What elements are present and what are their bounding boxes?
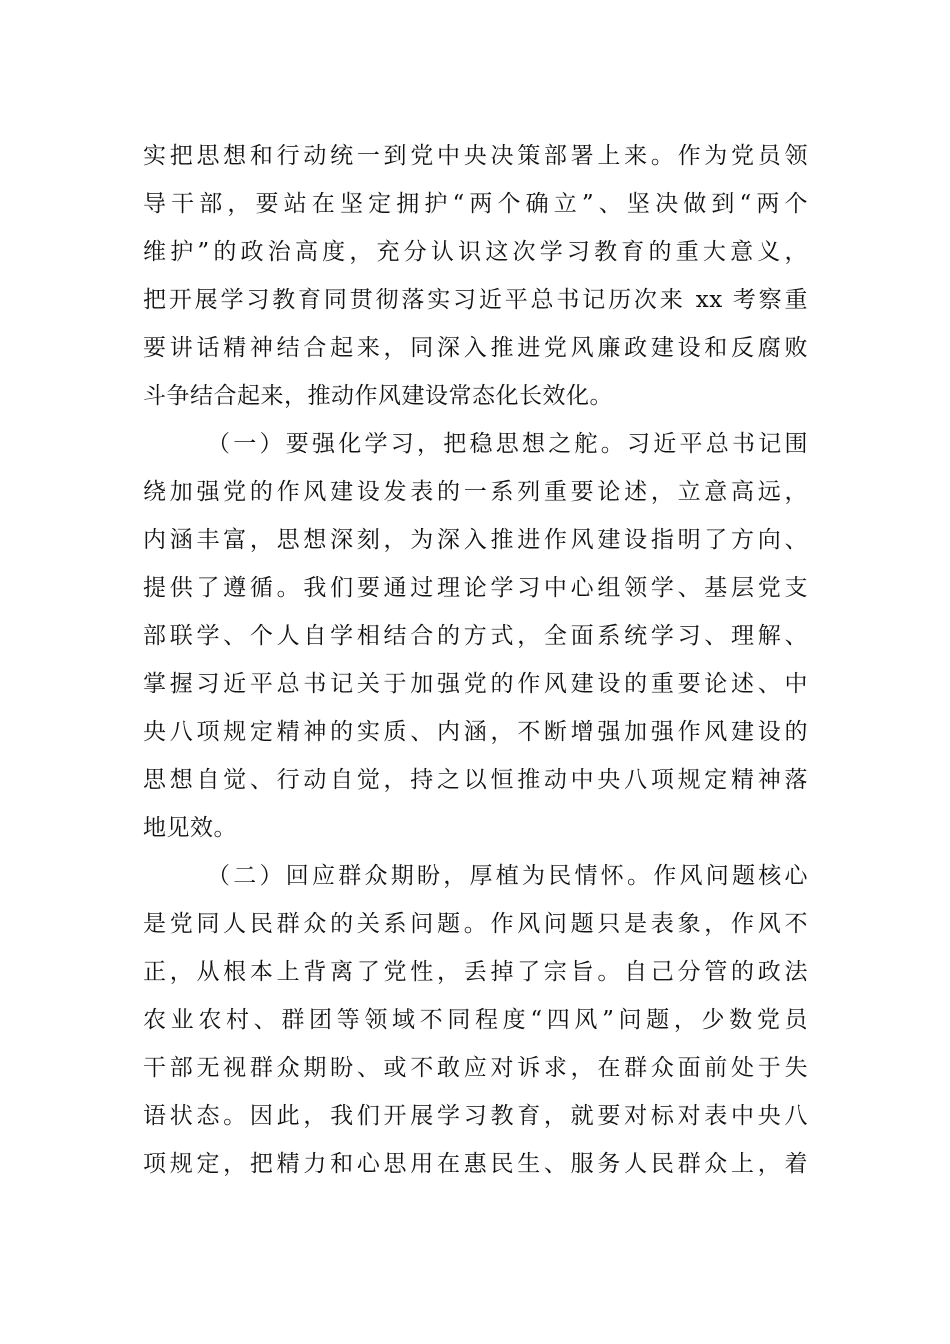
text-line: 地见效。 (143, 815, 237, 841)
text-line: 是党同人民群众的关系问题。作风问题只是表象，作风不 (143, 911, 808, 937)
text-line: 农业农村、群团等领域不同程度“四风”问题，少数党员 (143, 1007, 808, 1033)
text-line: 央八项规定精神的实质、内涵，不断增强加强作风建设的 (143, 719, 808, 745)
text-line: 项规定，把精力和心思用在惠民生、服务人民群众上，着 (143, 1151, 808, 1177)
text-line: 部联学、个人自学相结合的方式，全面系统学习、理解、 (143, 623, 808, 649)
text-line: 提供了遵循。我们要通过理论学习中心组领学、基层党支 (143, 575, 808, 601)
text-line: 语状态。因此，我们开展学习教育，就要对标对表中央八 (143, 1103, 808, 1129)
text-line: 干部无视群众期盼、或不敢应对诉求，在群众面前处于失 (143, 1055, 808, 1081)
text-line: 正，从根本上背离了党性，丢掉了宗旨。自己分管的政法 (143, 959, 808, 985)
text-line: 掌握习近平总书记关于加强党的作风建设的重要论述、中 (143, 671, 808, 697)
text-line: 要讲话精神结合起来，同深入推进党风廉政建设和反腐败 (143, 335, 808, 361)
text-line: 斗争结合起来，推动作风建设常态化长效化。 (143, 383, 613, 409)
text-line: 内涵丰富，思想深刻，为深入推进作风建设指明了方向、 (143, 527, 808, 553)
paragraph-heading-line: （一）要强化学习，把稳思想之舵。习近平总书记围 (207, 431, 808, 457)
text-line: 实把思想和行动统一到党中央决策部署上来。作为党员领 (143, 143, 808, 169)
text-line: 把开展学习教育同贯彻落实习近平总书记历次来 xx 考察重 (143, 287, 808, 313)
document-body (143, 132, 808, 1188)
text-line: 绕加强党的作风建设发表的一系列重要论述，立意高远， (143, 479, 808, 505)
text-line: 思想自觉、行动自觉，持之以恒推动中央八项规定精神落 (143, 767, 808, 793)
text-line: 维护”的政治高度，充分认识这次学习教育的重大意义， (143, 239, 808, 265)
paragraph-heading-line: （二）回应群众期盼，厚植为民情怀。作风问题核心 (207, 863, 808, 889)
text-line: 导干部，要站在坚定拥护“两个确立”、坚决做到“两个 (143, 191, 808, 217)
